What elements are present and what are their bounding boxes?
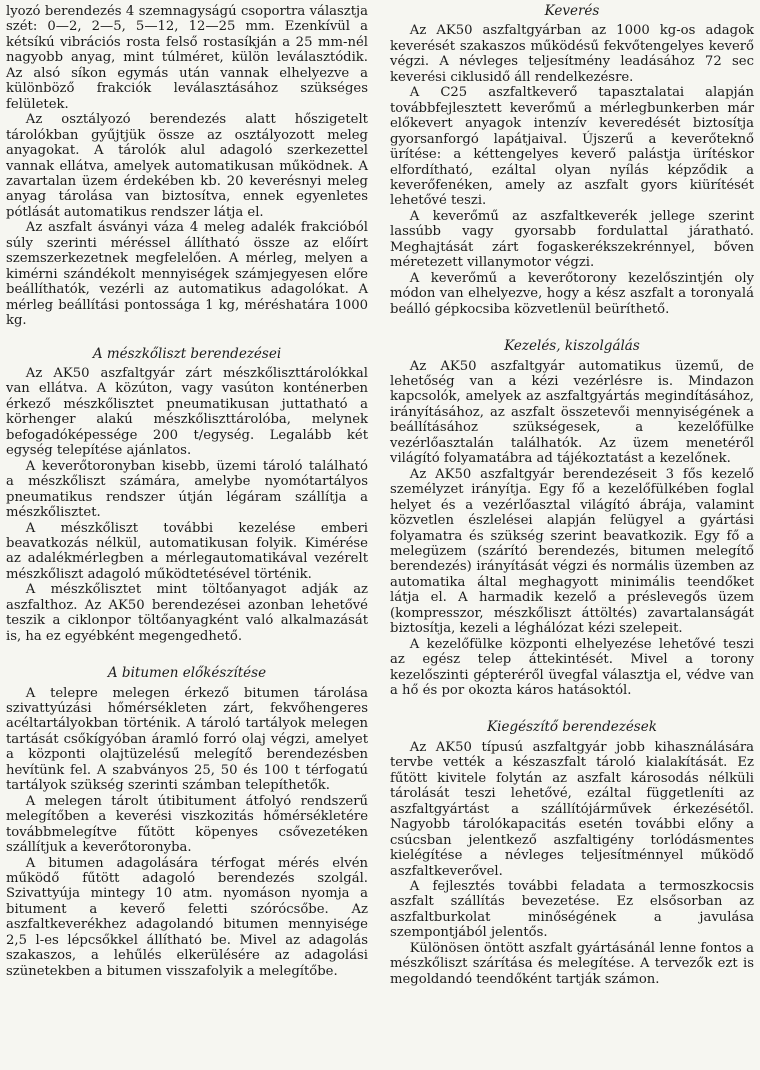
paragraph: Az AK50 aszfaltgyár zárt mészkőliszttárolókkal van ellátva. A közúton, vagy vasúton konténerben érkező mészkőlisztet pneumatikusan juttatható a körhenger alakú mészkőliszttárolóba, melynek befogadóképessége 200 t/egység. Legalább két egység telepítése ajánlatos. [6,365,368,459]
paragraph: A keverőmű az aszfaltkeverék jellege szerint lassúbb vagy gyorsabb fordulattal járatható. Meghajtását zárt fogaskerékszekrénnyel, bőven méretezett villanymotor végzi. [390,208,754,271]
paragraph: A melegen tárolt útibitument átfolyó rendszerű melegítőben a keverési viszkozitás hőmérsékletére továbbmelegítve fűtött köpenyes csővezetéken szállítjuk a keverőtoronyba. [6,793,368,856]
section-heading-kiegeszito: Kiegészítő berendezések [487,719,657,736]
section-heading-kezeles: Kezelés, kiszolgálás [504,338,640,355]
section-heading-meszkoliszt: A mészkőliszt berendezései [92,345,282,362]
paragraph: A mészkőliszt további kezelése emberi beavatkozás nélkül, automatikusan folyik. Kimérése az adalékmérlegben a mérlegautomatikával vezérelt mészkőliszt adagoló működtetésével történik. [6,520,368,582]
paragraph: A keverőmű a keverőtorony kezelőszintjén oly módon van elhelyezve, hogy a kész aszfalt a toronyalá beálló gépkocsiba közvetlenül beüríthető. [390,270,754,317]
paragraph: A kezelőfülke központi elhelyezése lehetővé teszi az egész telep áttekintését. Mivel a torony kezelőszinti gépteréről üvegfal választja el, védve van a hő és por okozta káros hatásoktól. [390,636,754,699]
paragraph: lyozó berendezés 4 szemnagyságú csoportra választja szét: 0—2, 2—5, 5—12, 12—25 mm. Ezenkívül a kétsíkú vibrációs rosta felső rostasíkján a 25 mm-nél nagyobb anyag, mint túlméret, külön leválasztódik. Az alsó síkon egymás után vannak elhelyezve a különböző frakciók leválasztásához szükséges felületek. [6,4,368,112]
paragraph: A telepre melegen érkező bitumen tárolása szivattyúzási hőmérsékleten zárt, fekvőhengeres acéltartályokban történik. A tároló tartályok melegen tartását csőkígyóban áramló forró olaj végzi, amelyet a központi olajtüzelésű melegítő berendezésben hevítünk fel. A szabványos 25, 50 és 100 t térfogatú tartályok szükség szerinti számban telepíthetők. [6,685,368,794]
right-column [390,4,754,987]
paragraph: Az AK50 aszfaltgyár automatikus üzemű, de lehetőség van a kézi vezérlésre is. Mindazon kapcsolók, amelyek az aszfaltgyártás megindításához, irányításához, az aszfalt összetevői mennyiségének a beállításához szükségesek, a kezelőfülke vezérlőasztalán találhatók. Az üzem menetéről világító folyamatábra ad tájékoztatást a kezelőnek. [390,358,754,467]
paragraph: Az AK50 aszfaltgyárban az 1000 kg-os adagok keverését szakaszos működésű fekvőtengelyes keverő végzi. A névleges teljesítmény leadásához 72 sec keverési ciklusidő áll rendelkezésre. [390,23,754,85]
paragraph: Az AK50 típusú aszfaltgyár jobb kihasználására tervbe vették a készaszfalt tároló kialakítását. Ez fűtött kivitele folytán az aszfalt károsodás nélküli tárolását teszi lehetővé, ezáltal függetleníti az aszfaltgyártást a szállítójárművek érkezésétől. Nagyobb tárolókapacitás esetén további előny a csúcsban jelentkező aszfaltigény torlódásmentes kielégítése a névleges teljesítménnyel működő aszfaltkeverővel. [390,739,754,879]
paragraph: A fejlesztés további feladata a termoszkocsis aszfalt szállítás bevezetése. Ez elsősorban az aszfaltburkolat minőségének a javulása szempontjából jelentős. [390,879,754,941]
paragraph: A mészkőlisztet mint töltőanyagot adják az aszfalthoz. Az AK50 berendezései azonban lehetővé teszik a ciklonpor töltőanyagként való alkalmazását is, ha ez egyébként megengedhető. [6,582,368,644]
paragraph: Különösen öntött aszfalt gyártásánál lenne fontos a mészkőliszt szárítása és melegítése. A tervezők ezt is megoldandó teendőként tartják számon. [390,940,754,987]
paragraph: A bitumen adagolására térfogat mérés elvén működő fűtött adagoló berendezés szolgál. Szivattyúja mintegy 10 atm. nyomáson nyomja a bitument a keverő feletti szórócsőbe. Az aszfaltkeverékhez adagolandó bitumen mennyisége 2,5 l-es lépcsőkkel állítható be. Mivel az adagolás szakaszos, a lehűlés elkerülésére az adagolási szünetekben a bitumen visszafolyik a melegítőbe. [6,855,368,979]
paragraph: Az AK50 aszfaltgyár berendezéseit 3 fős kezelő személyzet irányítja. Egy fő a kezelőfülkében foglal helyet és a vezérlőasztal világító ábrája, valamint közvetlen észlelései alapján felügyel a gyártási folyamatra és szükség szerint beavatkozik. Egy fő a melegüzem (szárító berendezés, bitumen melegítő berendezés) irányítását végzi és normális üzemben az automatika által meghagyott minimális teendőket látja el. A harmadik kezelő a préslevegős üzem (kompresszor, mészkőliszt áttöltés) zavartalanságát biztosítja, kezeli a léghálózat kézi szelepeit. [390,466,754,637]
section-heading-keveres: Keverés [544,3,600,19]
paragraph: A C25 aszfaltkeverő tapasztalatai alapján továbbfejlesztett keverőmű a mérlegbunkerben már előkevert anyagok intenzív keveredését biztosítja gyorsanforgó lapátjaival. Újszerű a keverőteknő ürítése: a kéttengelyes keverő palástja ürítéskor elfordítható, ezáltal olyan nyílás képződik a keverőfenéken, amely az aszfalt gyors kiürítését lehetővé teszi. [390,85,754,209]
paragraph: Az aszfalt ásványi váza 4 meleg adalék frakcióból súly szerinti méréssel állítható össze az előírt szemszerkezetnek megfelelően. A mérleg, melyen a kimérni szándékolt mennyiségek számjegyesen előre beállíthatók, vezérli az automatikus adagolókat. A mérleg beállítási pontossága 1 kg, méréshatára 1000 kg. [6,220,368,329]
section-heading-bitumen: A bitumen előkészítése [107,665,267,682]
paragraph: Az osztályozó berendezés alatt hőszigetelt tárolókban gyűjtjük össze az osztályozott meleg anyagokat. A tárolók alul adagoló szerkezettel vannak ellátva, amelyek automatikusan működnek. A zavartalan üzem érdekében kb. 20 keverésnyi meleg anyag tárolása van biztosítva, ennek egyenletes pótlását automatikus rendszer látja el. [6,112,368,220]
paragraph: A keverőtoronyban kisebb, üzemi tároló található a mészkőliszt számára, amelybe nyomótartályos pneumatikus rendszer útján légáram szállítja a mészkőlisztet. [6,458,368,521]
left-column [6,4,368,979]
